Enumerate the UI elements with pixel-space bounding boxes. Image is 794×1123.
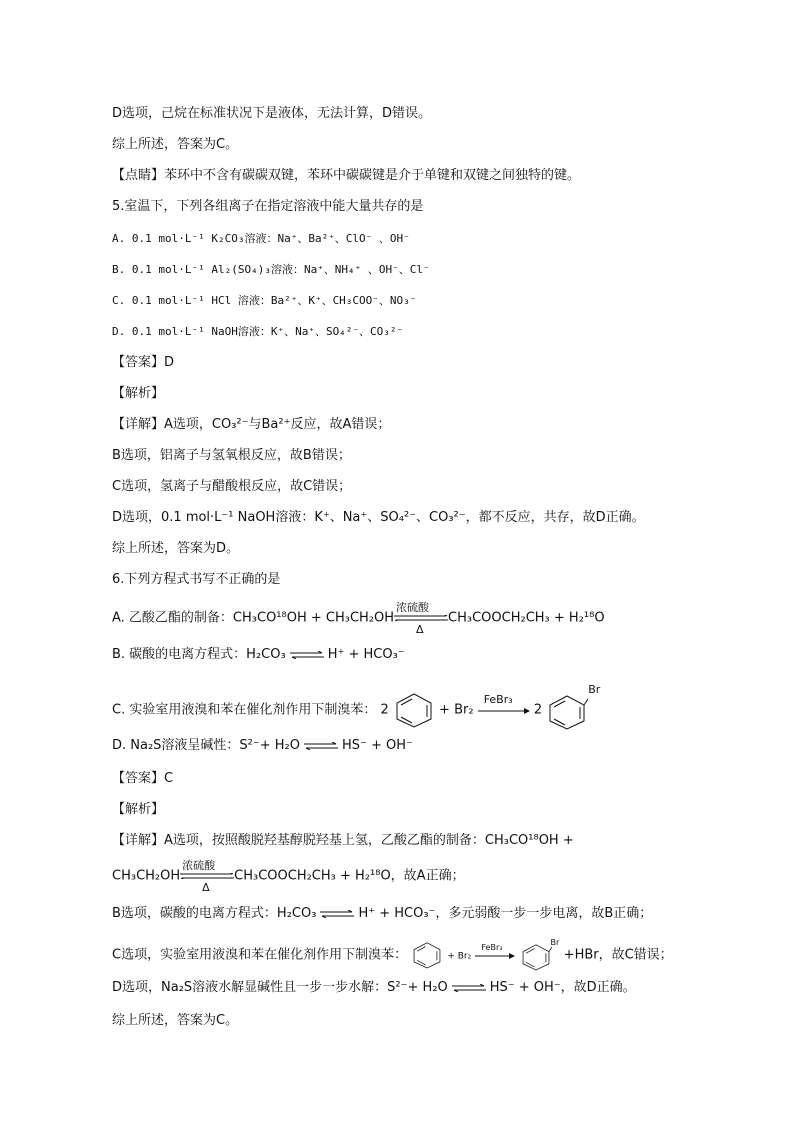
detail-line: C选项，氢离子与醋酸根反应，故C错误； bbox=[112, 479, 352, 494]
equation-right: CH₃COOCH₂CH₃ + H₂¹⁸O bbox=[448, 610, 605, 626]
benzene-icon bbox=[520, 943, 552, 971]
option-a bbox=[112, 601, 605, 636]
equilibrium-arrow-icon bbox=[452, 984, 486, 992]
condition-top: 浓硫酸 bbox=[182, 859, 216, 872]
equation-left: B. 碳酸的电离方程式：H₂CO₃ bbox=[112, 647, 286, 662]
answer-label: 【答案】D bbox=[112, 355, 175, 370]
summary-line: 综上所述，答案为C。 bbox=[112, 1013, 239, 1028]
detail-line bbox=[112, 980, 636, 996]
equation-right: H⁺ + HCO₃⁻ bbox=[327, 647, 405, 662]
equation-left: D选项，Na₂S溶液水解显碱性且一步一步水解：S²⁻+ H₂O bbox=[112, 980, 448, 995]
equation-left: B选项，碳酸的电离方程式：H₂CO₃ bbox=[112, 906, 317, 921]
option-d bbox=[112, 738, 413, 754]
detail-line: D选项，0.1 mol·L⁻¹ NaOH溶液：K⁺、Na⁺、SO₄²⁻、CO₃²⁻，都不反应，共存，故D正确。 bbox=[112, 510, 645, 525]
equation-right: H⁺ + HCO₃⁻，多元弱酸一步一步电离，故B正确； bbox=[358, 906, 653, 921]
option-text: C. 实验室用液溴和苯在催化剂作用下制溴苯： bbox=[112, 702, 377, 718]
reagent: + Br₂ bbox=[447, 951, 472, 962]
detail-line: 【详解】A选项，按照酸脱羟基醇脱羟基上氢，乙酸乙酯的制备：CH₃CO¹⁸OH + bbox=[112, 833, 574, 848]
bromine-label: Br bbox=[588, 683, 601, 696]
catalyst-label: FeBr₃ bbox=[483, 693, 513, 706]
catalyst-label: FeBr₃ bbox=[481, 943, 503, 952]
option-d: D. 0.1 mol·L⁻¹ NaOH溶液：K⁺、Na⁺、SO₄²⁻、CO₃²⁻ bbox=[112, 325, 404, 338]
bromobenzene bbox=[546, 683, 601, 730]
benzene-icon bbox=[393, 692, 435, 728]
condition-bottom: Δ bbox=[416, 623, 424, 636]
coefficient: 2 bbox=[533, 702, 543, 718]
analysis-label: 【解析】 bbox=[112, 802, 165, 817]
equation-left: D. Na₂S溶液呈碱性：S²⁻+ H₂O bbox=[112, 738, 300, 753]
detail-line bbox=[112, 906, 652, 922]
equilibrium-arrow-icon bbox=[320, 910, 354, 918]
arrow-icon bbox=[478, 708, 530, 714]
analysis-label: 【解析】 bbox=[112, 386, 165, 401]
coefficient: 2 bbox=[380, 702, 389, 718]
condition-bottom: Δ bbox=[202, 881, 210, 894]
equation-right: HS⁻ + OH⁻ bbox=[342, 738, 413, 753]
option-b bbox=[112, 647, 405, 663]
condition-arrow bbox=[180, 859, 234, 894]
catalyst-arrow bbox=[478, 693, 530, 718]
condition-top: 浓硫酸 bbox=[396, 601, 430, 614]
equation-right: HS⁻ + OH⁻，故D正确。 bbox=[489, 980, 636, 995]
text-line: D选项，己烷在标准状况下是液体，无法计算，D错误。 bbox=[112, 106, 432, 121]
detail-line: B选项，铝离子与氢氧根反应，故B错误； bbox=[112, 448, 351, 463]
note-line: 【点睛】苯环中不含有碳碳双键，苯环中碳碳键是介于单键和双键之间独特的键。 bbox=[112, 168, 581, 183]
benzene-icon bbox=[411, 941, 443, 969]
equilibrium-arrow-icon bbox=[304, 742, 338, 750]
option-a: A. 0.1 mol·L⁻¹ K₂CO₃溶液：Na⁺、Ba²⁺、ClO⁻ 、OH⁻ bbox=[112, 232, 410, 245]
option-b: B. 0.1 mol·L⁻¹ Al₂(SO₄)₃溶液：Na⁺、NH₄⁺ 、OH⁻、Cl⁻ bbox=[112, 263, 430, 276]
equilibrium-arrow-icon bbox=[394, 615, 448, 621]
equilibrium-arrow-icon bbox=[180, 873, 234, 879]
question-5: 5.室温下，下列各组离子在指定溶液中能大量共存的是 bbox=[112, 199, 424, 214]
equation-left: A. 乙酸乙酯的制备：CH₃CO¹⁸OH + CH₃CH₂OH bbox=[112, 610, 395, 626]
catalyst-arrow bbox=[475, 943, 515, 962]
benzene-icon bbox=[546, 694, 588, 730]
equation-left: CH₃CH₂OH bbox=[112, 868, 181, 884]
text-line: 综上所述，答案为C。 bbox=[112, 137, 239, 152]
detail-text: +HBr，故C错误； bbox=[563, 947, 673, 963]
equation-right: CH₃COOCH₂CH₃ + H₂¹⁸O，故A正确； bbox=[234, 868, 465, 884]
detail-line bbox=[112, 940, 673, 970]
answer-label: 【答案】C bbox=[112, 771, 174, 786]
detail-text: C选项，实验室用液溴和苯在催化剂作用下制溴苯： bbox=[112, 947, 408, 963]
summary-line: 综上所述，答案为D。 bbox=[112, 541, 240, 556]
bromine-label: Br bbox=[550, 938, 560, 947]
bromobenzene bbox=[520, 940, 560, 970]
question-6: 6.下列方程式书写不正确的是 bbox=[112, 572, 281, 587]
condition-arrow bbox=[394, 601, 448, 636]
detail-line bbox=[112, 859, 465, 894]
reagent: + Br₂ bbox=[439, 702, 474, 718]
option-c bbox=[112, 683, 601, 730]
detail-line: 【详解】A选项，CO₃²⁻与Ba²⁺反应，故A错误； bbox=[112, 417, 391, 432]
equilibrium-arrow-icon bbox=[290, 651, 324, 659]
option-c: C. 0.1 mol·L⁻¹ HCl 溶液：Ba²⁺、K⁺、CH₃COO⁻、NO₃⁻ bbox=[112, 294, 417, 307]
arrow-icon bbox=[475, 953, 515, 959]
